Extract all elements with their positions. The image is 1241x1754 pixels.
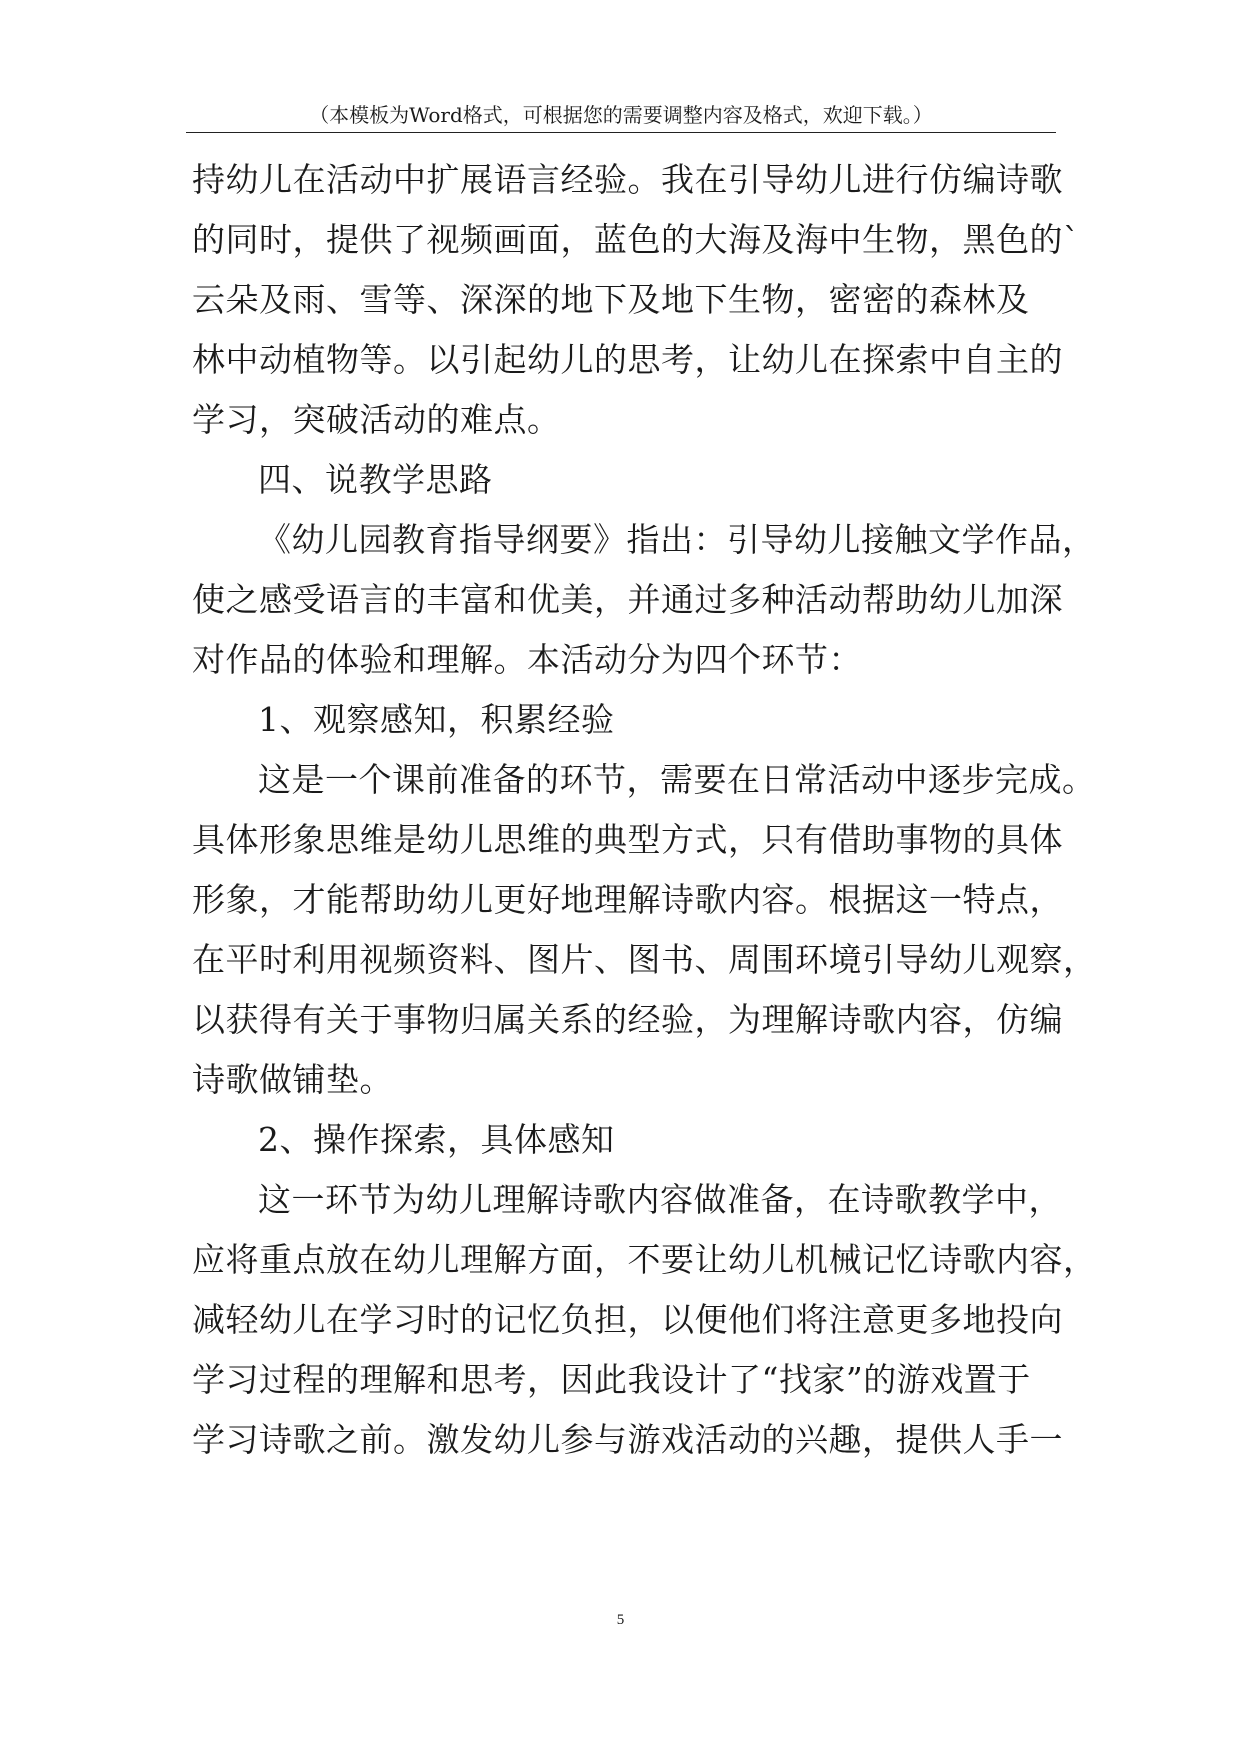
paragraph-start: 《幼儿园教育指导纲要》指出：引导幼儿接触文学作品，	[258, 520, 1096, 559]
paragraph-start: 这是一个课前准备的环节，需要在日常活动中逐步完成。	[258, 760, 1096, 799]
body-line: 学习诗歌之前。激发幼儿参与游戏活动的兴趣，提供人手一	[192, 1420, 1063, 1459]
paragraph-start: 这一环节为幼儿理解诗歌内容做准备，在诗歌教学中，	[258, 1180, 1062, 1219]
body-line: 对作品的体验和理解。本活动分为四个环节：	[192, 640, 862, 679]
body-line: 具体形象思维是幼儿思维的典型方式，只有借助事物的具体	[192, 820, 1063, 859]
body-line: 以获得有关于事物归属关系的经验，为理解诗歌内容，仿编	[192, 1000, 1063, 1039]
body-line: 形象，才能帮助幼儿更好地理解诗歌内容。根据这一特点，	[192, 880, 1063, 919]
body-line: 云朵及雨、雪等、深深的地下及地下生物，密密的森林及	[192, 280, 1030, 319]
body-line: 的同时，提供了视频画面，蓝色的大海及海中生物，黑色的`	[192, 220, 1080, 259]
body-line: 在平时利用视频资料、图片、图书、周围环境引导幼儿观察，	[192, 940, 1097, 979]
body-line: 持幼儿在活动中扩展语言经验。我在引导幼儿进行仿编诗歌	[192, 160, 1063, 199]
section-heading: 四、说教学思路	[258, 460, 493, 499]
body-line: 使之感受语言的丰富和优美，并通过多种活动帮助幼儿加深	[192, 580, 1063, 619]
template-header-note: （本模板为Word格式，可根据您的需要调整内容及格式，欢迎下载。）	[186, 98, 1056, 133]
body-line: 学习过程的理解和思考，因此我设计了“找家”的游戏置于	[192, 1360, 1031, 1399]
body-line: 诗歌做铺垫。	[192, 1060, 393, 1099]
body-line: 减轻幼儿在学习时的记忆负担，以便他们将注意更多地投向	[192, 1300, 1063, 1339]
body-line: 学习，突破活动的难点。	[192, 400, 561, 439]
body-line: 应将重点放在幼儿理解方面，不要让幼儿机械记忆诗歌内容，	[192, 1240, 1097, 1279]
document-body	[192, 150, 1097, 1470]
subsection-heading: 2、操作探索，具体感知	[258, 1120, 615, 1159]
page-number: 5	[616, 1612, 625, 1628]
body-line: 林中动植物等。以引起幼儿的思考，让幼儿在探索中自主的	[192, 340, 1063, 379]
subsection-heading: 1、观察感知，积累经验	[258, 700, 615, 739]
